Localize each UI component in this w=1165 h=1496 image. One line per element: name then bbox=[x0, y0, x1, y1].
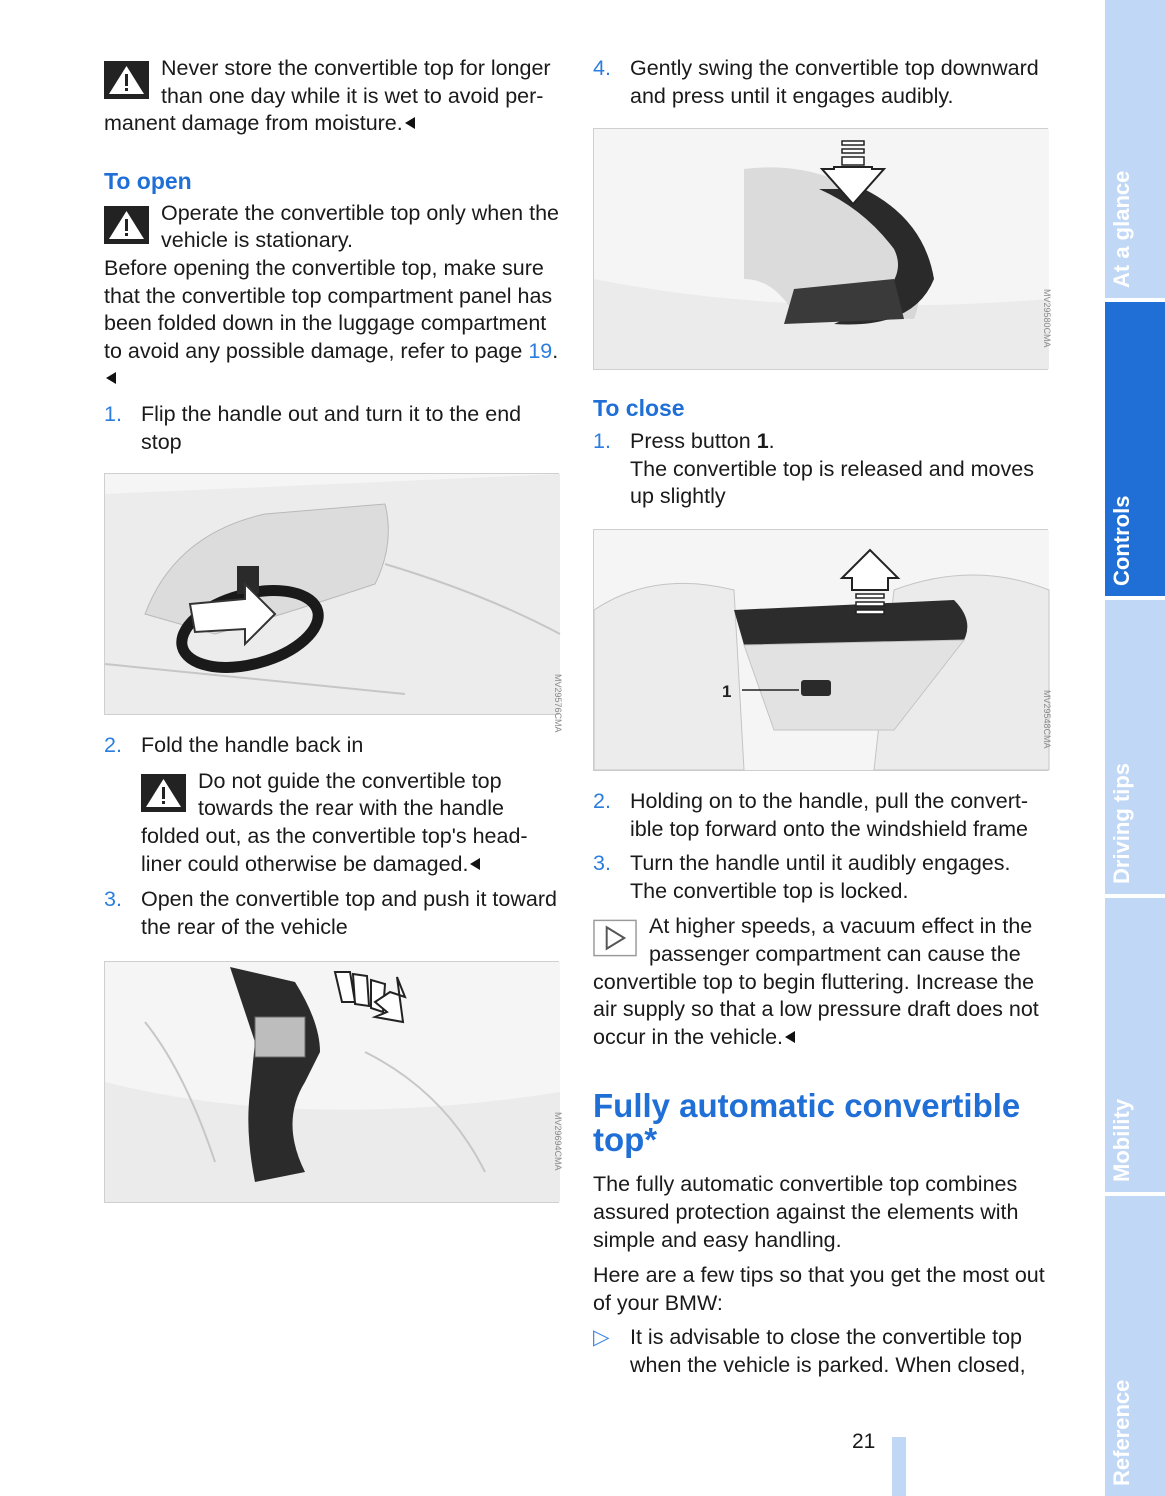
step-text-end: . bbox=[768, 429, 775, 454]
warning-icon bbox=[104, 206, 149, 244]
left-column bbox=[104, 54, 563, 1203]
step-text: Gently swing the convertible top downward and press until it engages audibly. bbox=[630, 56, 1039, 108]
section-title: Fully automatic convertible top* bbox=[593, 1087, 1021, 1159]
tab-driving-tips[interactable] bbox=[1105, 600, 1165, 894]
note-block bbox=[593, 913, 1048, 1051]
step-number: 4. bbox=[593, 56, 611, 80]
tab-label: Controls bbox=[1109, 495, 1134, 586]
warning-icon bbox=[104, 61, 149, 99]
warning-body: Before opening the convertible top, make sure that the convertible top compartment panel has been folded down in the luggage compartment to avoid any possible damage, refer to page bbox=[104, 255, 553, 363]
step-subtext: The convertible top is locked. bbox=[630, 878, 909, 903]
tab-label: Mobility bbox=[1109, 1098, 1134, 1182]
figure-code: MV29580CMA bbox=[1042, 289, 1052, 348]
tab-controls[interactable] bbox=[1105, 302, 1165, 596]
step-number: 3. bbox=[104, 887, 122, 912]
step-number: 3. bbox=[593, 851, 611, 876]
page-link[interactable]: 19 bbox=[528, 338, 553, 363]
end-mark-icon bbox=[470, 858, 480, 870]
paragraph: Here are a few tips so that you get the most out of your BMW: bbox=[593, 1263, 1045, 1315]
step-number: 1. bbox=[593, 429, 611, 454]
tab-at-a-glance[interactable] bbox=[1105, 0, 1165, 298]
figure-code: MV29548CMA bbox=[1042, 689, 1052, 749]
warning-icon bbox=[141, 774, 186, 812]
step-text: Open the convertible top and push it toward the rear of the vehicle bbox=[141, 887, 557, 939]
step-item bbox=[104, 886, 559, 941]
figure-handle-flip bbox=[104, 473, 563, 733]
step-item bbox=[593, 788, 1048, 843]
bullet-arrow-icon: ▷ bbox=[593, 1325, 610, 1350]
step-subtext: The convertible top is released and moves up slightly bbox=[630, 456, 1034, 509]
figure-top-down bbox=[593, 128, 1052, 370]
figure-button-release bbox=[593, 529, 1052, 771]
right-column bbox=[593, 54, 1052, 1379]
warning-block bbox=[141, 768, 559, 878]
list-item bbox=[593, 1324, 1048, 1379]
page-number: 21 bbox=[852, 1430, 876, 1453]
top-push-illustration bbox=[105, 962, 563, 1202]
list-item-text: It is advisable to close the convertible top when the vehicle is parked. When closed, bbox=[630, 1325, 1026, 1377]
handle-flip-illustration bbox=[105, 474, 563, 733]
end-mark-icon bbox=[405, 117, 415, 129]
top-down-illustration bbox=[594, 129, 1052, 369]
end-mark-icon bbox=[785, 1031, 795, 1043]
button-reference: 1 bbox=[756, 429, 769, 454]
note-arrow-icon bbox=[593, 919, 637, 957]
step-item bbox=[104, 401, 559, 456]
step-item bbox=[593, 850, 1048, 905]
warning-block bbox=[104, 55, 559, 138]
step-text: Holding on to the handle, pull the convertible top forward onto the windshield frame bbox=[630, 788, 1029, 841]
figure-code: MV29694CMA bbox=[553, 1112, 563, 1171]
step-number: 2. bbox=[593, 788, 611, 813]
step-text: Flip the handle out and turn it to the end stop bbox=[141, 401, 522, 454]
end-mark-icon bbox=[106, 372, 116, 384]
note-text: At higher speeds, a vacuum effect in the passenger compartment can cause the convertible top to begin fluttering. Increase the air supply so that a low pressure draft does not occur in the vehicle. bbox=[593, 914, 1039, 1049]
step-item bbox=[593, 428, 1048, 511]
step-text: Press button bbox=[630, 429, 757, 454]
figure-code: MV29576CMA bbox=[553, 674, 563, 733]
button-release-illustration bbox=[594, 530, 1052, 770]
warning-text: Operate the convertible top only when the vehicle is stationary. bbox=[161, 200, 560, 253]
step-item bbox=[593, 55, 1048, 110]
section-tabs bbox=[1105, 0, 1165, 1496]
step-text: Turn the handle until it audibly engages. bbox=[630, 851, 1011, 876]
step-item bbox=[104, 732, 559, 760]
figure-top-push bbox=[104, 961, 563, 1203]
page-marker bbox=[892, 1437, 906, 1496]
tab-label: Reference bbox=[1109, 1379, 1134, 1486]
warning-text: Do not guide the convertible top towards the rear with the handle folded out, as the convertible top's headliner could otherwise be damaged. bbox=[141, 768, 528, 876]
step-text: Fold the handle back in bbox=[141, 733, 364, 758]
warning-block: Operate the convertible top only when the vehicle is stationary. Before opening the convertible top, make sure that the convertible top compartment panel has been folded down in the luggage compartment to avoid any possible damage, refer to page 19. bbox=[104, 200, 559, 393]
tab-mobility[interactable] bbox=[1105, 898, 1165, 1192]
step-number: 2. bbox=[104, 733, 122, 758]
paragraph: The fully automatic convertible top combines assured protection against the elements with simple and easy handling. bbox=[593, 1172, 1019, 1252]
step-number: 1. bbox=[104, 401, 122, 426]
to-open-heading: To open bbox=[104, 167, 192, 194]
callout-label: 1 bbox=[722, 681, 732, 701]
tab-reference[interactable] bbox=[1105, 1196, 1165, 1496]
tab-label: At a glance bbox=[1109, 170, 1134, 288]
to-close-heading: To close bbox=[593, 395, 685, 422]
warning-text: Never store the convertible top for longer than one day while it is wet to avoid permanent damage from moisture. bbox=[104, 56, 551, 136]
tab-label: Driving tips bbox=[1109, 762, 1134, 884]
